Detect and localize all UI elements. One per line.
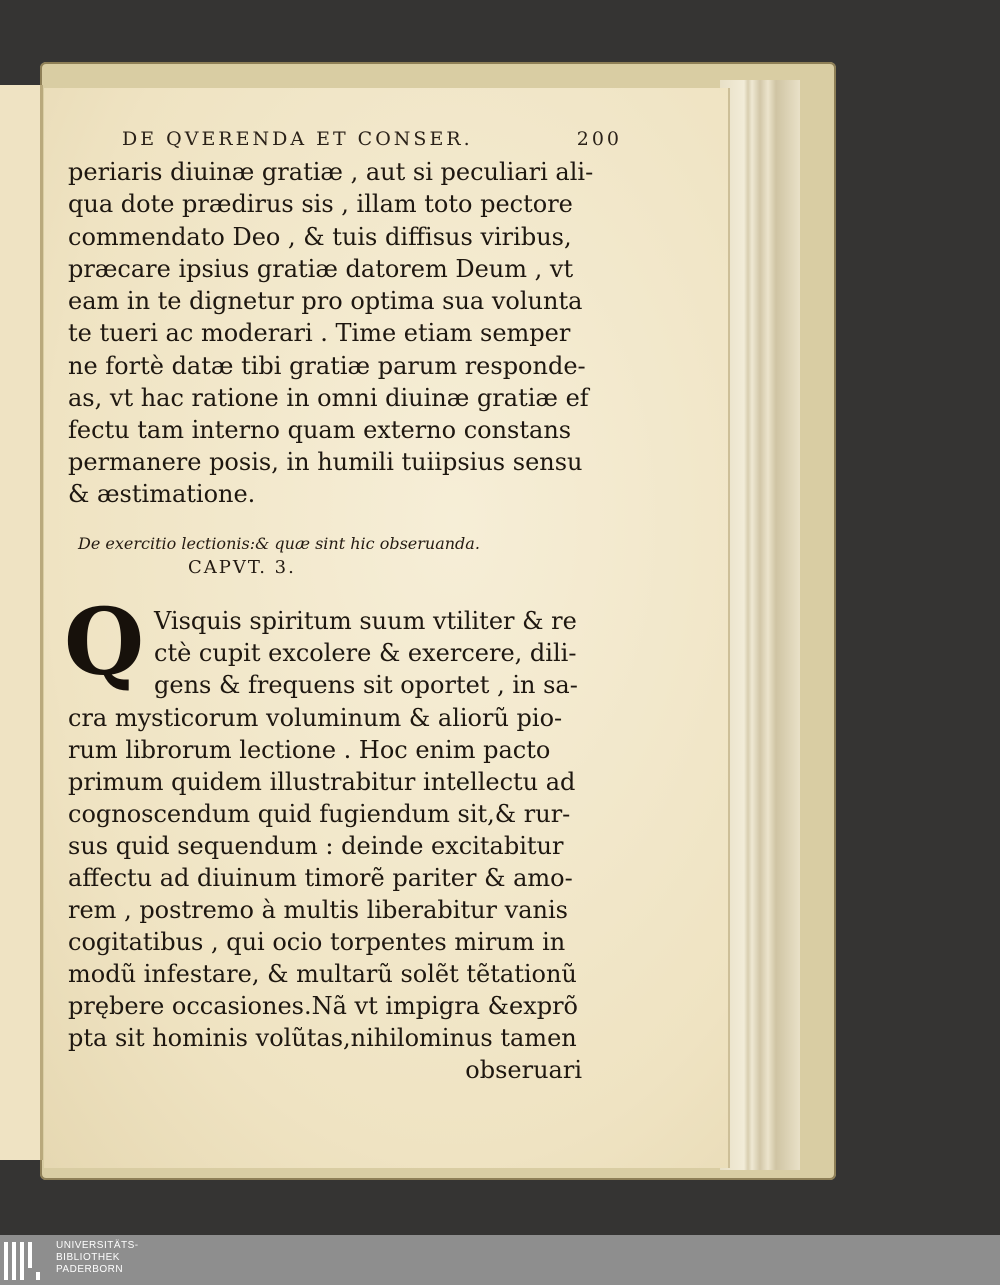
text-line: affectu ad diuinum timorẽ pariter & amo- [68,864,573,892]
logo-line: PADERBORN [56,1264,124,1275]
text-line: cra mysticorum voluminum & aliorũ pio- [68,704,563,732]
text-line: pta sit hominis volũtas,nihilominus tamen [68,1024,577,1052]
text-line: commendato Deo , & tuis diffisus viribus, [68,223,572,251]
section-title: De exercitio lectionis:& quæ sint hic obseruanda. [78,534,480,553]
text-line: rem , postremo à multis liberabitur vanis [68,896,568,924]
library-logo-text [56,1240,139,1276]
text-line: primum quidem illustrabitur intellectu ad [68,768,576,796]
running-title: DE QVERENDA ET CONSER. [122,128,473,150]
drop-cap: Q [64,588,145,696]
book-page [44,88,728,1168]
logo-line: UNIVERSITÄTS- [56,1240,139,1251]
text-line: qua dote prædirus sis , illam toto pectore [68,190,573,218]
text-line: gens & frequens sit oportet , in sa- [154,671,578,699]
text-line: & æstimatione. [68,480,256,508]
text-line: rum librorum lectione . Hoc enim pacto [68,736,551,764]
text-line: præcare ipsius gratiæ datorem Deum , vt [68,255,574,283]
text-line: te tueri ac moderari . Time etiam semper [68,319,571,347]
text-line: permanere posis, in humili tuiipsius sensu [68,448,583,476]
text-line: as, vt hac ratione in omni diuinæ gratiæ ef [68,384,589,412]
chapter-heading: CAPVT. 3. [188,557,296,578]
text-line: sus quid sequendum : deinde excitabitur [68,832,564,860]
text-line: fectu tam interno quam externo constans [68,416,572,444]
text-line: Visquis spiritum suum vtiliter & re [154,607,577,635]
text-line: modũ infestare, & multarũ solẽt tẽtationũ [68,960,577,988]
catchword: obseruari [465,1056,582,1084]
page-header [122,128,622,156]
text-line: prębere occasiones.Nã vt impigra &exprõ [68,992,578,1020]
logo-line: BIBLIOTHEK [56,1252,120,1263]
text-line: ne fortè datæ tibi gratiæ parum responde- [68,352,586,380]
facing-page-edge [0,85,43,1160]
text-line: eam in te dignetur pro optima sua volunta [68,287,583,315]
page-number: 200 [576,128,622,150]
text-line: ctè cupit excolere & exercere, dili- [154,639,577,667]
library-logo-icon [4,1242,44,1280]
text-line: cognoscendum quid fugiendum sit,& rur- [68,800,571,828]
text-line: cogitatibus , qui ocio torpentes mirum in [68,928,566,956]
page-edges [720,80,800,1170]
library-footer [0,1235,1000,1285]
text-line: periaris diuinæ gratiæ , aut si peculiari ali- [68,158,594,186]
